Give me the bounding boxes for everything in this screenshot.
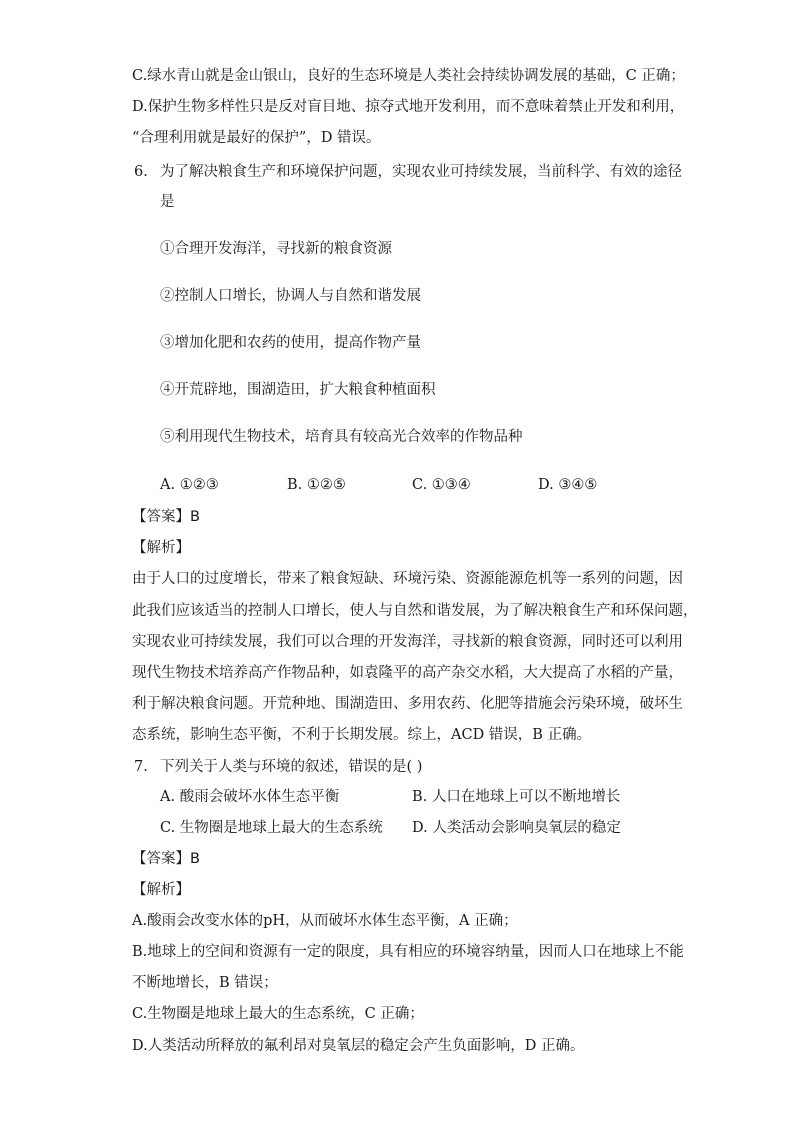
q6-analysis-line6: 态系统，影响生态平衡，不利于长期发展。综上，ACD 错误，B 正确。 xyxy=(132,727,592,743)
q6-answer: 【答案】B xyxy=(132,509,200,525)
q7-number: 7. xyxy=(134,759,148,775)
q6-option-d: D. ③④⑤ xyxy=(538,477,598,493)
q7-analysis-line4: C.生物圈是地球上最大的生态系统，C 正确； xyxy=(132,1006,424,1022)
q6-item-1: ①合理开发海洋，寻找新的粮食资源 xyxy=(160,241,392,257)
q6-number: 6. xyxy=(134,164,148,180)
q6-stem-line2: 是 xyxy=(160,194,175,210)
q7-answer: 【答案】B xyxy=(132,851,200,867)
q7-analysis-label: 【解析】 xyxy=(132,882,190,898)
q6-analysis-line2: 此我们应该适当的控制人口增长，使人与自然和谐发展，为了解决粮食生产和环保问题， xyxy=(132,603,698,619)
q5-option-c-explanation: C.绿水青山就是金山银山，良好的生态环境是人类社会持续协调发展的基础，C 正确； xyxy=(132,68,685,84)
q6-option-c: C. ①③④ xyxy=(412,477,471,493)
q7-analysis-line2: B.地球上的空间和资源有一定的限度，具有相应的环境容纳量，因而人口在地球上不能 xyxy=(132,944,684,960)
q6-item-5: ⑤利用现代生物技术，培育具有较高光合效率的作物品种 xyxy=(160,429,523,445)
q6-item-2: ②控制人口增长，协调人与自然和谐发展 xyxy=(160,288,421,304)
q6-analysis-line1: 由于人口的过度增长，带来了粮食短缺、环境污染、资源能源危机等一系列的问题，因 xyxy=(132,571,683,587)
q5-option-d-explanation-line1: D.保护生物多样性只是反对盲目地、掠夺式地开发利用，而不意味着禁止开发和利用， xyxy=(132,99,685,115)
q7-stem: 下列关于人类与环境的叙述，错误的是( ) xyxy=(160,759,423,775)
q6-analysis-line4: 现代生物技术培养高产作物品种，如袁隆平的高产杂交水稻，大大提高了水稻的产量， xyxy=(132,665,683,681)
q7-option-d: D. 人类活动会影响臭氧层的稳定 xyxy=(412,820,621,836)
q6-option-a: A. ①②③ xyxy=(160,477,219,493)
q5-option-d-explanation-line2: “合理利用就是最好的保护”，D 错误。 xyxy=(132,130,381,146)
q6-analysis-label: 【解析】 xyxy=(132,540,190,556)
q7-analysis-line3: 不断地增长，B 错误； xyxy=(132,975,278,991)
q7-analysis-line5: D.人类活动所释放的氟利昂对臭氧层的稳定会产生负面影响，D 正确。 xyxy=(132,1038,585,1054)
q6-stem-line1: 为了解决粮食生产和环境保护问题，实现农业可持续发展，当前科学、有效的途径 xyxy=(160,164,682,180)
q7-option-c: C. 生物圈是地球上最大的生态系统 xyxy=(160,820,383,836)
q7-option-a: A. 酸雨会破坏水体生态平衡 xyxy=(160,789,340,805)
q6-analysis-line5: 利于解决粮食问题。开荒种地、围湖造田、多用农药、化肥等措施会污染环境，破坏生 xyxy=(132,696,683,712)
q7-analysis-line1: A.酸雨会改变水体的pH，从而破坏水体生态平衡，A 正确； xyxy=(132,913,518,929)
q7-option-b: B. 人口在地球上可以不断地增长 xyxy=(412,789,621,805)
q6-option-b: B. ①②⑤ xyxy=(287,477,346,493)
q6-item-3: ③增加化肥和农药的使用，提高作物产量 xyxy=(160,335,421,351)
q6-analysis-line3: 实现农业可持续发展，我们可以合理的开发海洋，寻找新的粮食资源，同时还可以利用 xyxy=(132,634,683,650)
q6-item-4: ④开荒辟地，围湖造田，扩大粮食种植面积 xyxy=(160,382,436,398)
